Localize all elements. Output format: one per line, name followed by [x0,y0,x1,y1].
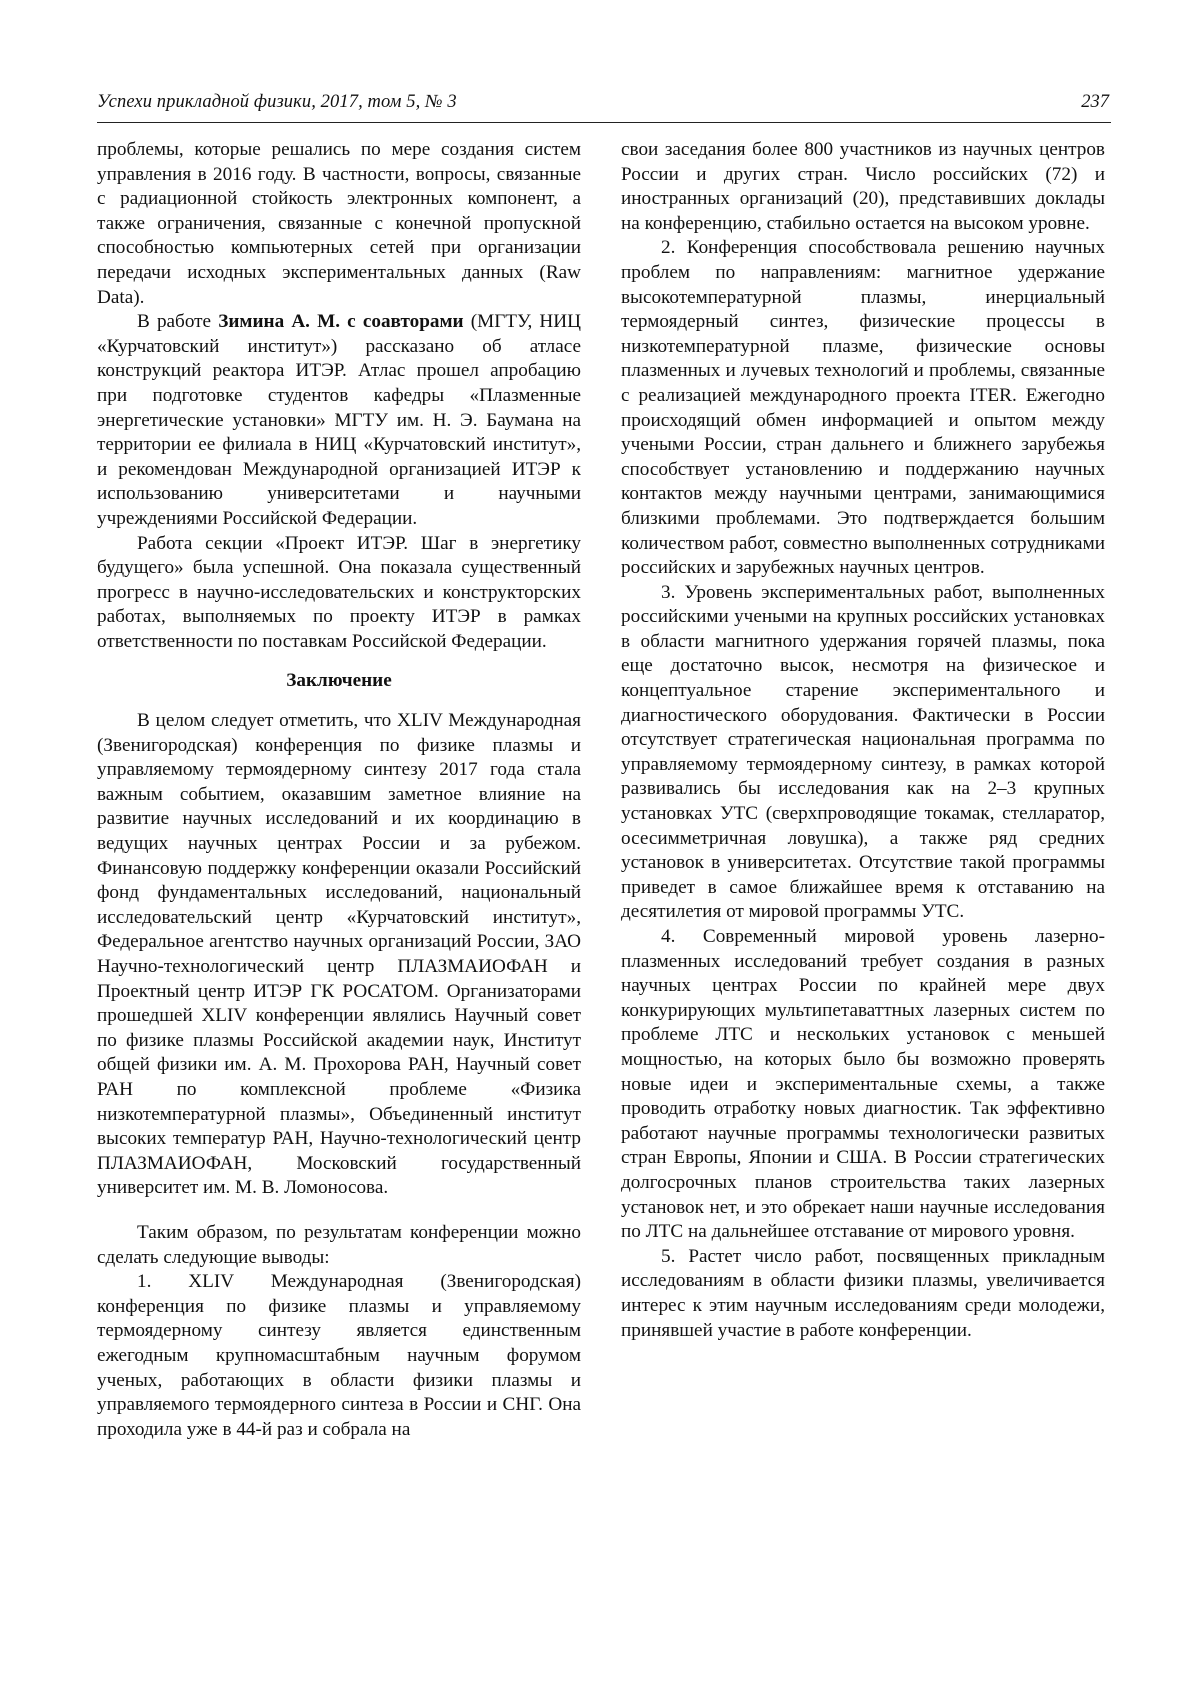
paragraph-lead: В работе [137,311,219,333]
paragraph: 3. Уровень экспериментальных работ, выполненных российскими учеными на крупных российских установках в области магнитного удержания горячей плазмы, пока еще достаточно высок, несмотря на физическое и концептуальное старение экспериментального и диагностического оборудования. Фактически в России отсутствует стратегическая национальная программа по управляемому термоядерному синтезу, в рамках которой развивались бы исследования как на 2–3 крупных установках УТС (сверхпроводящие токамак, стелларатор, осесимметричная ловушка), а также ряд средних установок в университетах. Отсутствие такой программы приведет в самое ближайшее время к отставанию на десятилетия от мировой программы УТС. [621,581,1105,923]
paragraph: проблемы, которые решались по мере создания систем управления в 2016 году. В частности, вопросы, связанные с радиационной стойкость электронных компонент, а также ограничения, связанные с конечной пропускной способностью компьютерных сетей при организации передачи исходных экспериментальных данных (Raw Data). [97,139,581,308]
section-heading: Заключение [286,670,392,692]
paragraph: Работа секции «Проект ИТЭР. Шаг в энергетику будущего» была успешной. Она показала существенный прогресс в научно-исследовательских и конструкторских работах, выполняемых по проекту ИТЭР в рамках ответственности по поставкам Российской Федерации. [97,532,581,652]
left-column [97,138,581,1442]
running-header [97,92,1111,123]
paragraph: 5. Растет число работ, посвященных прикладным исследованиям в области физики плазмы, увеличивается интерес к этим научным исследованиям среди молодежи, принявшей участие в работе конференции. [621,1245,1105,1341]
paragraph: В целом следует отметить, что XLIV Международная (Звенигородская) конференция по физике плазмы и управляемому термоядерному синтезу 2017 года стала важным событием, оказавшим заметное влияние на развитие научных исследований и их координацию в ведущих научных центрах России и за рубежом. Финансовую поддержку конференции оказали Российский фонд фундаментальных исследований, национальный исследовательский центр «Курчатовский институт», Федеральное агентство научных организаций России, ЗАО Научно-технологический центр ПЛАЗМАИОФАН и Проектный центр ИТЭР ГК РОСАТОМ. Организаторами прошедшей XLIV конференции являлись Научный совет по физике плазмы Российской академии наук, Институт общей физики им. А. М. Прохорова РАН, Научный совет РАН по комплексной проблеме «Физика низкотемпературной плазмы», Объединенный институт высоких температур РАН, Научно-технологический центр ПЛАЗМАИОФАН, Московский государственный университет им. М. В. Ломоносова. [97,710,581,1199]
paragraph-zimin [97,310,581,531]
author-name: Зимина А. М. с соавторами [218,311,464,333]
right-column [621,138,1105,1343]
journal-title: Успехи прикладной физики, 2017, том 5, № 3 [97,92,457,112]
paragraph: 2. Конференция способствовала решению научных проблем по направлениям: магнитное удержание высокотемпературной плазмы, инерциальный термоядерный синтез, физические процессы в низкотемпературной плазме, физические основы плазменных и лучевых технологий и проблемы, связанные с реализацией международного проекта ITER. Ежегодно происходящий обмен информацией и опытом между учеными России, стран дальнего и ближнего зарубежья способствует установлению и поддержанию научных контактов между научными центрами, занимающимися близкими проблемами. Это подтверждается большим количеством работ, совместно выполненных сотрудниками российских и зарубежных научных центров. [621,237,1105,579]
paragraph-gap [97,1201,581,1221]
paragraph: 1. XLIV Международная (Звенигородская) конференция по физике плазмы и управляемому термоядерному синтезу является единственным ежегодным крупномасштабным научным форумом ученых, работающих в области физики плазмы и управляемого термоядерного синтеза в России и СНГ. Она проходила уже в 44-й раз и собрала на [97,1271,581,1440]
paragraph: свои заседания более 800 участников из научных центров России и других стран. Число российских (72) и иностранных организаций (20), представивших доклады на конференцию, стабильно остается на высоком уровне. [621,139,1105,234]
paragraph-rest: (МГТУ, НИЦ «Курчатовский институт») рассказано об атласе конструкций реактора ИТЭР. Атлас прошел апробацию при подготовке студентов кафедры «Плазменные энергетические установки» МГТУ им. Н. Э. Баумана на территории ее филиала в НИЦ «Курчатовский институт», и рекомендован Международной организацией ИТЭР к использованию университетами и научными учреждениями Российской Федерации. [97,311,581,529]
paragraph: 4. Современный мировой уровень лазерно-плазменных исследований требует создания в разных научных центрах России по крайней мере двух конкурирующих мультипетаваттных лазерных систем по проблеме ЛТС и нескольких установок с меньшей мощностью, на которых было бы возможно проверять новые идеи и экспериментальные схемы, а также проводить отработку новых диагностик. Так эффективно работают научные программы технологически развитых стран Европы, Японии и США. В России стратегических долгосрочных планов строительства таких лазерных установок нет, и это обрекает наши научные исследования по ЛТС на дальнейшее отставание от мирового уровня. [621,926,1105,1243]
paragraph: Таким образом, по результатам конференции можно сделать следующие выводы: [97,1221,581,1268]
page-number: 237 [1081,92,1109,112]
